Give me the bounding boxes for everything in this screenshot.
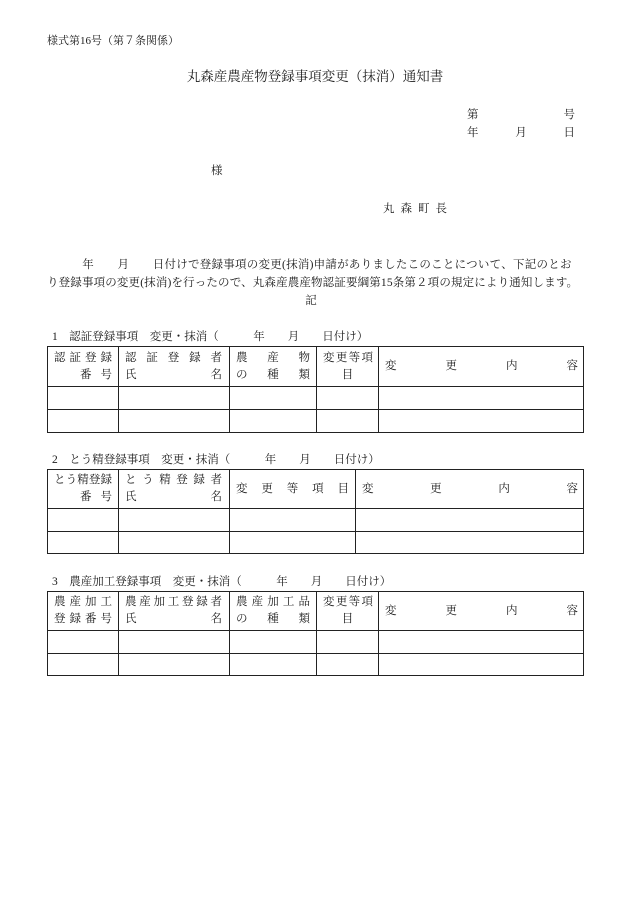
data-cell <box>119 532 230 554</box>
addressee-suffix: 様 <box>211 165 223 177</box>
header-line: 目 <box>341 368 354 381</box>
data-cell <box>48 509 119 532</box>
header-line: の 種 類 <box>236 613 310 625</box>
data-cell <box>230 509 356 532</box>
table-header-row <box>48 470 584 509</box>
header-line: 番 号 <box>80 491 112 503</box>
header-line: 変 更 等 項 目 <box>236 482 349 495</box>
data-cell <box>230 532 356 554</box>
data-cell <box>48 387 119 410</box>
table-row <box>48 387 584 410</box>
header-line: 変 更 内 容 <box>362 482 578 495</box>
section-1-table <box>47 346 584 433</box>
data-cell <box>317 654 379 676</box>
header-cell-processing-registration-number <box>48 592 119 631</box>
document-title: 丸森産農産物登録事項変更（抹消）通知書 <box>186 69 444 84</box>
header-cell-processing-registrant-name <box>119 592 230 631</box>
section-2-heading: 2 とう精登録事項 変更・抹消（ 年 月 日付け） <box>52 454 380 466</box>
data-cell <box>48 654 119 676</box>
sender-name: 丸森町長 <box>383 203 453 215</box>
date-month: 月 <box>515 127 527 139</box>
table-row <box>48 410 584 433</box>
data-cell <box>317 387 379 410</box>
data-cell <box>379 410 584 433</box>
table-header-row <box>48 592 584 631</box>
table-row <box>48 631 584 654</box>
data-cell <box>48 631 119 654</box>
table-row <box>48 654 584 676</box>
document-date <box>467 126 575 140</box>
data-cell <box>230 410 317 433</box>
data-cell <box>48 410 119 433</box>
section-2-table <box>47 469 584 554</box>
data-cell <box>119 631 230 654</box>
header-line: 氏 名 <box>125 368 222 381</box>
header-line: 認 証 登 録 者 <box>125 351 222 364</box>
header-line: の 種 類 <box>236 368 310 381</box>
header-cell-change-content <box>379 347 584 387</box>
date-year: 年 <box>467 127 479 139</box>
data-cell <box>230 387 317 410</box>
data-cell <box>48 532 119 554</box>
data-cell <box>379 631 584 654</box>
header-line: 認 証 登 録 <box>54 351 112 364</box>
header-line: 変 更 内 容 <box>385 604 578 617</box>
data-cell <box>379 387 584 410</box>
section-3-table <box>47 591 584 676</box>
section-3-heading: 3 農産加工登録事項 変更・抹消（ 年 月 日付け） <box>52 576 392 588</box>
header-line: 農 産 物 <box>236 351 310 364</box>
header-line: 農 産 加 工 登 録 者 <box>125 596 222 608</box>
header-line: 農 産 加 工 品 <box>236 596 310 608</box>
header-cell-registrant-name <box>119 347 230 387</box>
data-cell <box>317 631 379 654</box>
data-cell <box>230 654 317 676</box>
data-cell <box>356 509 584 532</box>
data-cell <box>119 410 230 433</box>
header-line: 氏 名 <box>125 491 222 503</box>
header-cell-processed-product-type <box>230 592 317 631</box>
data-cell <box>119 509 230 532</box>
data-cell <box>379 654 584 676</box>
ki-marker: 記 <box>305 295 317 307</box>
table-row <box>48 532 584 554</box>
header-line: 番 号 <box>80 368 112 381</box>
data-cell <box>119 387 230 410</box>
header-line: 変 更 等 項 <box>323 596 373 608</box>
data-cell <box>356 532 584 554</box>
table-row <box>48 509 584 532</box>
header-line: と う 精 登 録 者 <box>125 474 222 486</box>
data-cell <box>119 654 230 676</box>
form-number: 様式第16号（第７条関係） <box>47 35 179 47</box>
body-text-line-2: り登録事項の変更(抹消)を行ったので、丸森産農産物認証要綱第15条第２項の規定により通知します。 <box>47 277 579 289</box>
document-number <box>467 108 575 122</box>
header-cell-milling-registrant-name <box>119 470 230 509</box>
header-line: 農 産 加 工 <box>54 596 112 608</box>
document-number-suffix: 号 <box>563 109 575 121</box>
document-number-prefix: 第 <box>467 109 479 121</box>
section-1-heading: 1 認証登録事項 変更・抹消（ 年 月 日付け） <box>52 331 369 343</box>
data-cell <box>317 410 379 433</box>
header-line: 変 更 等 項 <box>323 351 373 364</box>
table-header-row <box>48 347 584 387</box>
header-cell-change-content <box>356 470 584 509</box>
header-cell-change-item <box>230 470 356 509</box>
header-line: 登 録 番 号 <box>54 613 112 625</box>
header-cell-product-type <box>230 347 317 387</box>
data-cell <box>230 631 317 654</box>
header-cell-change-content <box>379 592 584 631</box>
header-line: 目 <box>341 613 354 625</box>
date-day: 日 <box>563 127 575 139</box>
header-line: 氏 名 <box>125 613 222 625</box>
header-cell-registration-number <box>48 347 119 387</box>
header-line: 変 更 内 容 <box>385 360 578 372</box>
header-line: と う 精 登 録 <box>54 474 112 486</box>
header-cell-change-item <box>317 592 379 631</box>
body-text-line-1: 年 月 日付けで登録事項の変更(抹消)申請がありましたこのことについて、下記のとお <box>47 259 572 271</box>
header-cell-milling-registration-number <box>48 470 119 509</box>
header-cell-change-item <box>317 347 379 387</box>
